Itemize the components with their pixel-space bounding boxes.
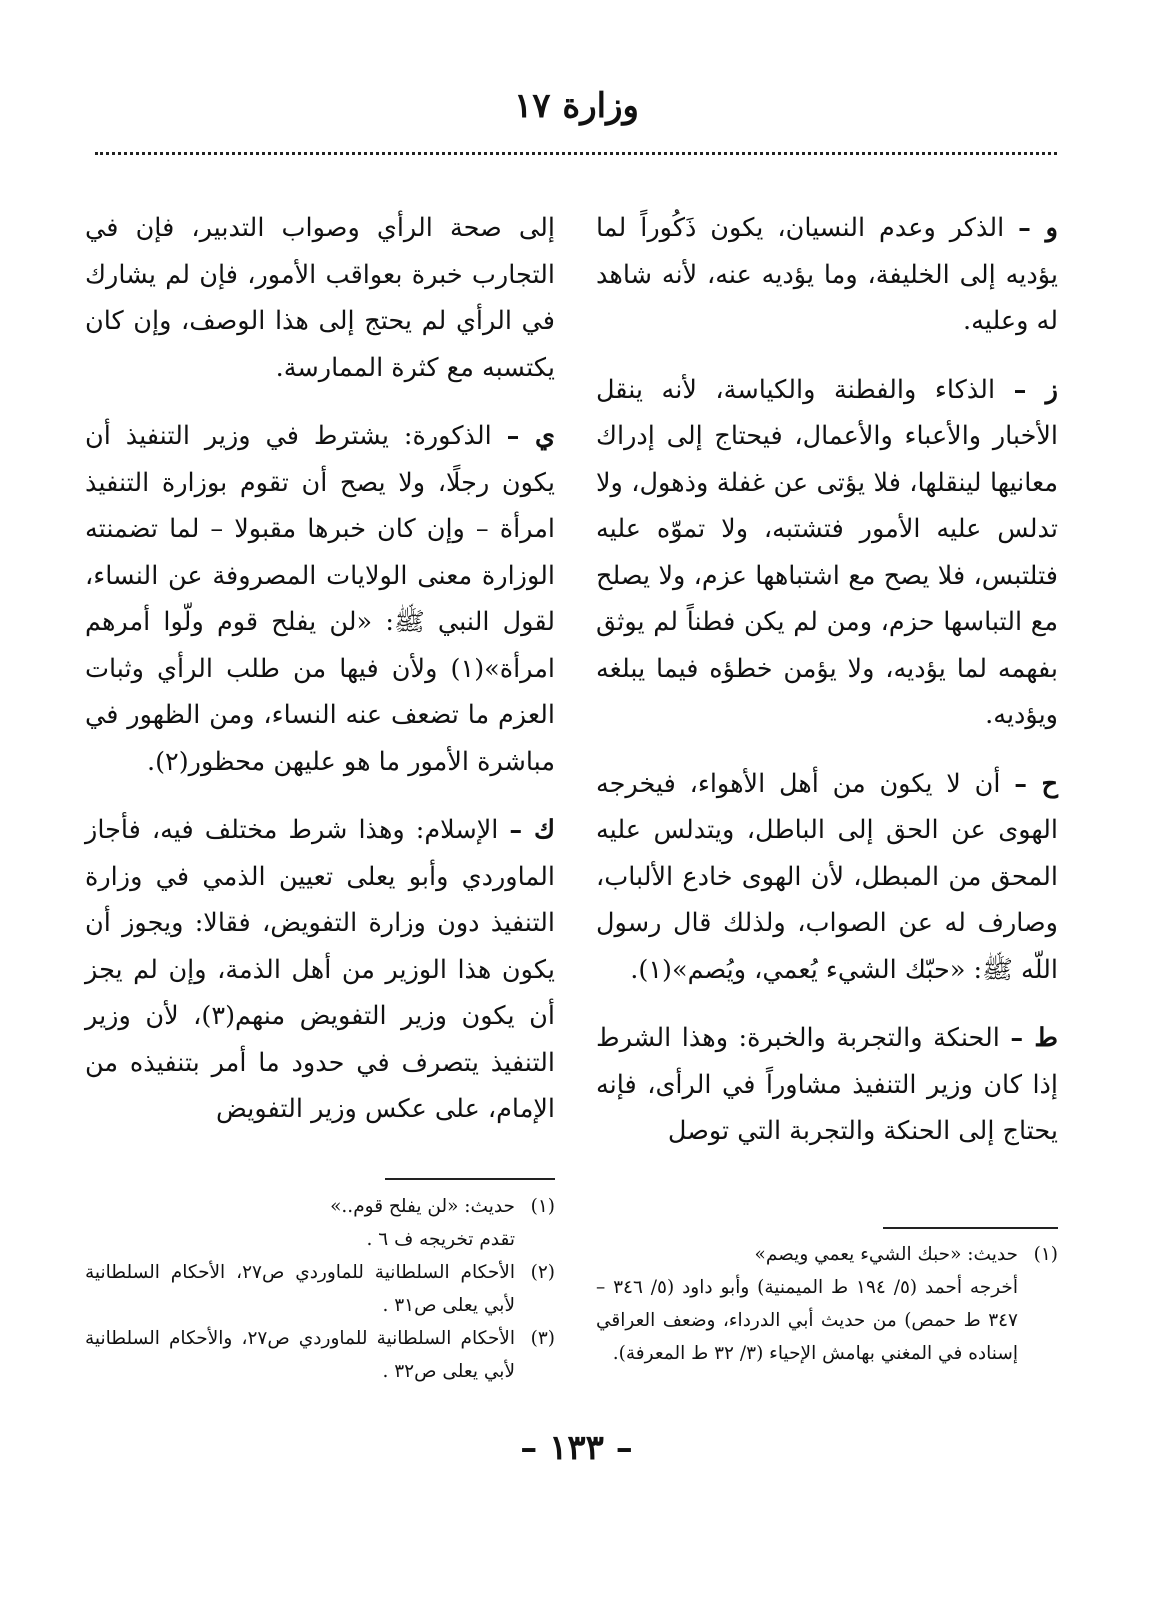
right-column: [596, 205, 1058, 1177]
footnote-number: (٢): [530, 1262, 555, 1283]
footnote-line: أخرجه أحمد (٥/ ١٩٤ ط الميمنية) وأبو داود (٥/ ٣٤٦ – ٣٤٧ ط حمص) من حديث أبي الدرداء، وضعف العراقي إسناده في المغني بهامش الإحياء (٣/ ٣٢ ط المعرفة).: [596, 1277, 1018, 1364]
footnote-number: (١): [530, 1196, 555, 1217]
footnote: [85, 1190, 555, 1256]
footnote: [85, 1322, 555, 1388]
footnote-line: الأحكام السلطانية للماوردي ص٢٧، الأحكام السلطانية لأبي يعلى ص٣١ .: [85, 1262, 515, 1316]
footnote-rule-left: [385, 1178, 555, 1180]
left-column: [85, 205, 555, 1155]
footnote: [85, 1256, 555, 1322]
page-number: – ١٣٣ –: [520, 1428, 633, 1468]
footnote-line: حديث: «لن يفلح قوم..»: [330, 1196, 515, 1217]
paragraph-continuation: إلى صحة الرأي وصواب التدبير، فإن في التجارب خبرة بعواقب الأمور، فإن لم يشارك في الرأي لم يحتج إلى هذا الوصف، وإن كان يكتسبه مع كثرة الممارسة.: [85, 213, 555, 383]
paragraph-yaa: ي – الذكورة: يشترط في وزير التنفيذ أن يكون رجلًا، ولا يصح أن تقوم بوزارة التنفيذ امرأة – وإن كان خبرها مقبولا – لما تضمنته الوزارة معنى الولايات المصروفة عن النساء، لقول النبي ﷺ: «لن يفلح قوم ولّوا أمرهم امرأة»(١) ولأن فيها من طلب الرأي وثبات العزم ما تضعف عنه النساء، ومن الظهور في مباشرة الأمور ما هو عليهن محظور(٢).: [85, 421, 555, 777]
footnote-line: الأحكام السلطانية للماوردي ص٢٧، والأحكام السلطانية لأبي يعلى ص٣٢ .: [85, 1328, 515, 1382]
header-dotted-rule: [95, 152, 1057, 155]
footnotes-right: [596, 1238, 1058, 1370]
page-header-title: وزارة ١٧: [514, 86, 639, 126]
paragraph-taa: ط – الحنكة والتجربة والخبرة: وهذا الشرط إذا كان وزير التنفيذ مشاوراً في الرأى، فإنه يحتاج إلى الحنكة والتجربة التي توصل: [596, 1023, 1058, 1146]
footnote-line: حديث: «حبك الشيء يعمي ويصم»: [754, 1244, 1018, 1265]
footnote-number: (٣): [530, 1328, 555, 1349]
footnote-number: (١): [1033, 1244, 1058, 1265]
footnote: [596, 1238, 1058, 1370]
paragraph-haa: ح – أن لا يكون من أهل الأهواء، فيخرجه الهوى عن الحق إلى الباطل، ويتدلس عليه المحق من المبطل، لأن الهوى خادع الألباب، وصارف له عن الصواب، ولذلك قال رسول اللّه ﷺ: «حبّك الشيء يُعمي، ويُصم»(١).: [596, 768, 1058, 985]
footnote-rule-right: [883, 1227, 1058, 1229]
paragraph-kaf: ك – الإسلام: وهذا شرط مختلف فيه، فأجاز الماوردي وأبو يعلى تعيين الذمي في وزارة التنفيذ دون وزارة التفويض، فقالا: ويجوز أن يكون هذا الوزير من أهل الذمة، وإن لم يجز أن يكون وزير التفويض منهم(٣)، لأن وزير التنفيذ يتصرف في حدود ما أمر بتنفيذه من الإمام، على عكس وزير التفويض: [85, 815, 555, 1124]
footnote-line: تقدم تخريجه ف ٦ .: [366, 1229, 515, 1250]
footnotes-left: [85, 1190, 555, 1388]
paragraph-waw: و – الذكر وعدم النسيان، يكون ذَكُوراً لما يؤديه إلى الخليفة، وما يؤديه عنه، لأنه شاهد له وعليه.: [596, 213, 1058, 336]
paragraph-zay: ز – الذكاء والفطنة والكياسة، لأنه ينقل الأخبار والأعباء والأعمال، فيحتاج إلى إدراك معانيها لينقلها، فلا يؤتى عن غفلة وذهول، ولا تدلس عليه الأمور فتشتبه، ولا تموّه عليه فتلتبس، فلا يصح مع اشتباهها عزم، ولا يصلح مع التباسها حزم، ومن لم يكن فطناً لم يوثق بفهمه لما يؤديه، ولا يؤمن خطؤه فيما يبلغه ويؤديه.: [596, 374, 1058, 730]
